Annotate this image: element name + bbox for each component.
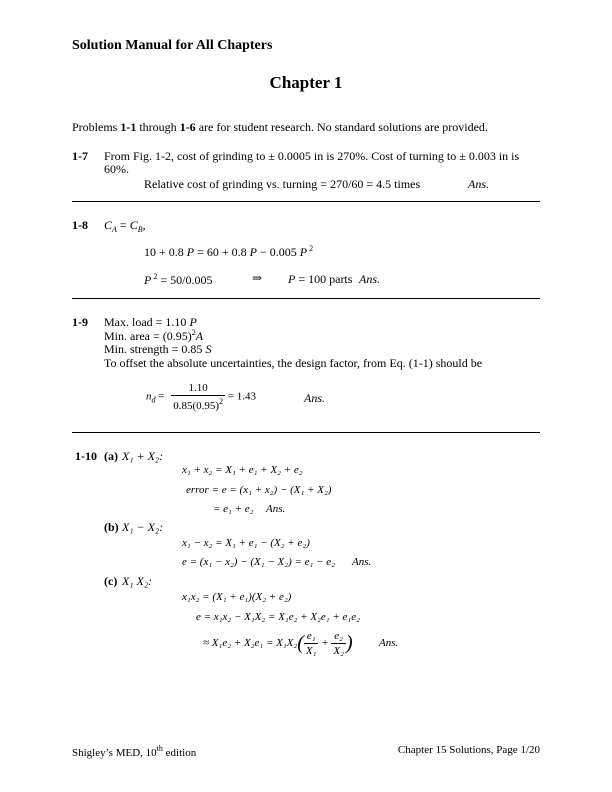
problem-1-9-number: 1-9 [72,315,88,329]
problem-1-7-line2: 60%. [104,162,129,176]
problem-1-7-result: Relative cost of grinding vs. turning = 270/60 = 4.5 times [144,177,421,191]
part-a-eq1: x₁ + x₂ = X₁ + e₁ + X₂ + e₂ [182,464,303,476]
divider [72,432,540,433]
part-b-label: (b) [104,520,119,534]
part-a-eq3: = e₁ + e₂ [213,503,254,515]
footer-page-info: Chapter 15 Solutions, Page 1/20 [397,744,540,756]
part-c-ans: Ans. [379,637,399,649]
part-a-eq2: error = e = (x₁ + x₂) − (X₁ + X₂) [186,484,332,496]
part-a-heading: X₁ + X₂: [122,449,164,463]
problem-1-8-eq3: P $^2$ = 50/0.005 [144,272,213,287]
problem-1-7-number: 1-7 [72,149,88,163]
part-c-eq1: x₁x₂ = (X₁ + e₁)(X₂ + e₂) [182,591,292,603]
part-b-eq1: x₁ − x₂ = X₁ + e₁ − (X₂ + e₂) [182,537,310,549]
problem-1-9-min-strength: Min. strength = 0.85 S [104,342,212,356]
fraction-numerator: e₂ [331,630,346,644]
problem-1-9-design-factor-eq: $n_d$ = $\frac{1.10}{0.85(0.95)^2}$ = 1.43 [146,382,257,412]
part-b-eq2: e = (x₁ − x₂) − (X₁ − X₂) = e₁ − e₂ [182,556,335,568]
part-b-ans: Ans. [352,556,372,568]
implies-arrow: ⇒ [252,271,263,285]
problem-1-9-ans: Ans. [304,391,325,405]
problem-1-9-min-area: Min. area = $(0.95)^2A$ [104,328,204,343]
fraction-denominator: X₂ [333,645,344,657]
intro-text: Problems 1-1 through 1-6 are for student research. No standard solutions are provided. [72,120,488,134]
chapter-title: Chapter 1 [269,73,343,92]
fraction-numerator: e₁ [304,630,319,644]
problem-1-8-number: 1-8 [72,218,88,232]
part-a-label: (a) [104,449,118,463]
problem-1-8-ans: Ans. [359,272,380,286]
problem-1-7-line1: From Fig. 1-2, cost of grinding to ± 0.0005 in is 270%. Cost of turning to ± 0.003 in is [104,149,520,163]
problem-1-8-result: P = 100 parts [288,272,353,286]
fraction-denominator: X₁ [305,645,317,657]
problem-1-9-text: To offset the absolute uncertainties, the design factor, from Eq. (1-1) should be [104,356,483,370]
divider [72,298,540,299]
part-c-eq3: ≈ X₁e₂ + X₂e₁ = X₁X₂( $\frac{\text{e₁}}{\text{X₁}}$ + $\frac{\text{e₂}}{\text{X₂}}$ ) [203,630,353,657]
problem-1-8-eq1: $C_A = C_B$, [104,218,146,234]
part-c-eq2: e = x₁x₂ − X₁X₂ = X₁e₂ + X₂e₁ + e₁e₂ [196,611,360,623]
fraction-denominator: $0.85(0.95)^2$ [173,397,224,412]
footer-left: Shigley’s MED, 10th edition [72,744,197,759]
manual-title: Solution Manual for All Chapters [72,38,273,53]
divider [72,201,540,202]
problem-1-7-ans: Ans. [468,177,489,191]
problem-1-8-eq2: 10 + 0.8 P = 60 + 0.8 P − 0.005 P $^2$ [144,244,314,259]
part-c-label: (c) [104,574,118,588]
part-a-ans: Ans. [266,503,286,515]
part-b-heading: X₁ − X₂: [122,520,164,534]
problem-1-10-number: 1-10 [75,449,97,463]
fraction-numerator: 1.10 [171,382,225,396]
problem-1-9-max-load: Max. load = 1.10 P [104,315,197,329]
part-c-heading: X₁ X₂: [122,574,152,588]
